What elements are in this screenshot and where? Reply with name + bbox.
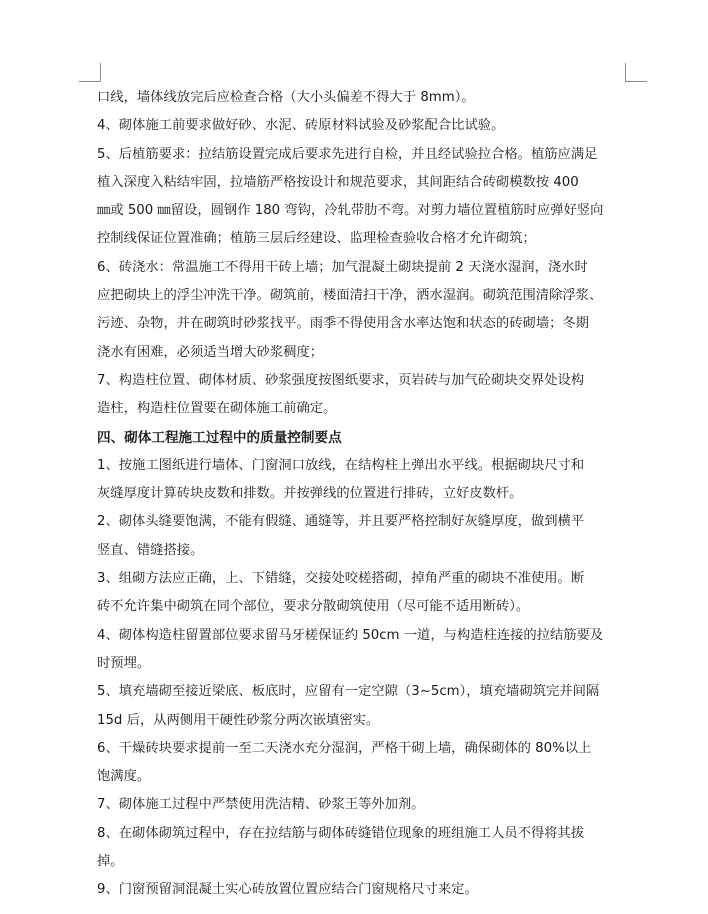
text-line: 9、门窗预留洞混凝土实心砖放置位置应结合门窗规格尺寸来定。 [97, 882, 478, 898]
text-line: 掉。 [97, 854, 124, 870]
text-line: 6、砖浇水：常温施工不得用干砖上墙；加气混凝土砌块提前 2 天浇水湿润，浇水时 [97, 259, 588, 275]
text-line: 5、后植筋要求：拉结筋设置完成后要求先进行自检，并且经试验拉合格。植筋应满足 [97, 146, 598, 162]
text-line: 造柱，构造柱位置要在砌体施工前确定。 [97, 401, 337, 417]
text-line: 1、按施工图纸进行墙体、门窗洞口放线，在结构柱上弹出水平线。根据砌块尺寸和 [97, 457, 585, 473]
text-line: 7、构造柱位置、砌体材质、砂浆强度按图纸要求，页岩砖与加气砼砌块交界处设构 [97, 372, 585, 388]
text-line: 7、砌体施工过程中严禁使用洗洁精、砂浆王等外加剂。 [97, 797, 425, 813]
section-heading: 四、砌体工程施工过程中的质量控制要点 [97, 429, 342, 446]
text-line: 控制线保证位置准确；植筋三层后经建设、监理检查验收合格才允许砌筑； [97, 231, 536, 247]
text-line: 竖直、错缝搭接。 [97, 542, 204, 558]
text-line: 5、填充墙砌至接近梁底、板底时，应留有一定空隙（3~5cm），填充墙砌筑完并间隔 [97, 684, 600, 700]
text-line: 3、组砌方法应正确，上、下错缝，交接处咬槎搭砌，掉角严重的砌块不准使用。断 [97, 571, 585, 587]
text-line: 8、在砌体砌筑过程中，存在拉结筋与砌体砖缝错位现象的班组施工人员不得将其拔 [97, 825, 585, 841]
text-line: 4、砌体构造柱留置部位要求留马牙槎保证约 50cm 一道，与构造柱连接的拉结筋要及 [97, 627, 604, 643]
text-line: 饱满度。 [97, 769, 151, 785]
text-line: 污迹、杂物，并在砌筑时砂浆找平。雨季不得使用含水率达饱和状态的砖砌墙；冬期 [97, 316, 589, 332]
text-line: 时预埋。 [97, 655, 151, 671]
text-line: 灰缝厚度计算砖块皮数和排数。并按弹线的位置进行排砖，立好皮数杆。 [97, 486, 523, 502]
text-line: 砖不允许集中砌筑在同个部位，要求分散砌筑使用（尽可能不适用断砖）。 [97, 599, 530, 615]
text-line: ㎜或 500 ㎜留设，圆钢作 180 弯钩，冷轧带肋不弯。对剪力墙位置植筋时应弹好竖向 [97, 203, 604, 219]
text-line: 植入深度入粘结牢固，拉墙筋严格按设计和规范要求，其间距结合砖砌模数按 400 [97, 174, 579, 190]
text-line: 浇水有困难，必须适当增大砂浆稠度； [97, 344, 324, 360]
text-line: 应把砌块上的浮尘冲洗干净。砌筑前，楼面清扫干净，洒水湿润。砌筑范围清除浮浆、 [97, 288, 603, 304]
crop-mark-top-left [79, 63, 101, 82]
text-line: 4、砌体施工前要求做好砂、水泥、砖原材料试验及砂浆配合比试验。 [97, 118, 505, 134]
crop-mark-top-right [625, 63, 647, 82]
text-line: 口线，墙体线放完后应检查合格（大小头偏差不得大于 8mm）。 [97, 90, 475, 105]
text-line: 2、砌体头缝要饱满，不能有假缝、通缝等，并且要严格控制好灰缝厚度，做到横平 [97, 514, 585, 530]
text-line: 15d 后，从两侧用干硬性砂浆分两次嵌填密实。 [97, 712, 380, 728]
document-body [97, 84, 635, 905]
text-line: 6、干燥砖块要求提前一至二天浇水充分湿润，严格干砌上墙，确保砌体的 80%以上 [97, 740, 592, 756]
